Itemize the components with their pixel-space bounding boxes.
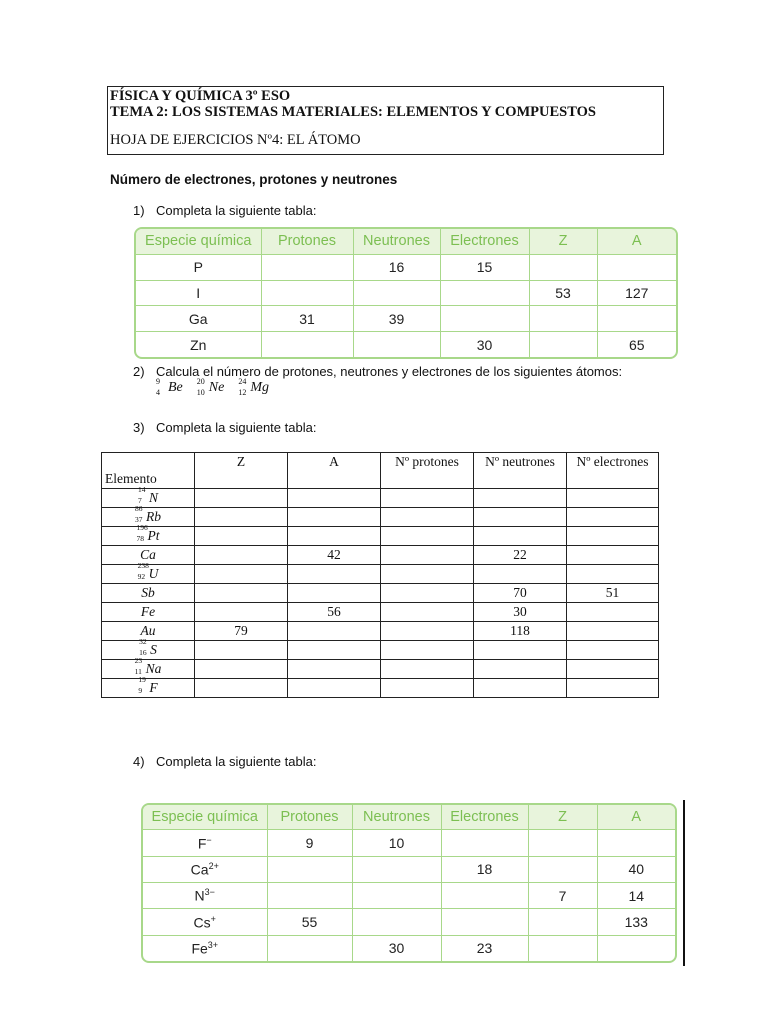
table-3-cell[interactable]: [567, 622, 659, 641]
table-1-cell[interactable]: 53: [529, 280, 597, 306]
table-3-header-cell: Nº electrones: [567, 453, 659, 489]
table-3-cell[interactable]: [195, 546, 288, 565]
table-3-header-cell: A: [288, 453, 381, 489]
table-3-cell[interactable]: 56: [288, 603, 381, 622]
table-4-cell[interactable]: [267, 882, 352, 908]
ion-cell: [143, 856, 267, 882]
table-4: [141, 803, 677, 963]
table-1-header-cell: Electrones: [440, 229, 529, 254]
table-3-cell[interactable]: [288, 508, 381, 527]
element-cell: [102, 675, 195, 698]
element-symbol: Fe: [140, 604, 156, 619]
table-3-cell[interactable]: [567, 641, 659, 660]
table-3-cell[interactable]: [381, 584, 474, 603]
table-3-cell[interactable]: [381, 660, 474, 679]
question-3-text: Completa la siguiente tabla:: [156, 420, 317, 435]
table-1-header-cell: Neutrones: [353, 229, 440, 254]
element-notation: [137, 561, 159, 582]
element-atomic-number: 92: [137, 572, 146, 581]
table-3-cell[interactable]: [567, 660, 659, 679]
ion-charge: 2+: [208, 860, 219, 871]
table-4-cell[interactable]: [352, 882, 441, 908]
table-1-cell[interactable]: [353, 332, 440, 357]
element-symbol: Sb: [141, 585, 155, 600]
table-3-cell[interactable]: [195, 508, 288, 527]
table-1-cell[interactable]: Ga: [136, 306, 261, 332]
atom-atomic-number: 4: [156, 388, 160, 397]
table-3-cell[interactable]: [381, 508, 474, 527]
element-cell: [102, 523, 195, 546]
table-1-row: [136, 254, 676, 280]
atom-notation: [196, 377, 225, 397]
table-4-cell[interactable]: [352, 909, 441, 935]
table-3-cell[interactable]: [567, 565, 659, 584]
ion-charge: −: [206, 834, 212, 845]
table-3-cell[interactable]: [381, 641, 474, 660]
atom-notation: [156, 377, 183, 397]
question-2-number: 2): [133, 364, 145, 379]
table-1-cell[interactable]: 16: [353, 254, 440, 280]
table-1-header-cell: Z: [529, 229, 597, 254]
table-4-row: [143, 909, 675, 935]
table-4-cell[interactable]: 55: [267, 909, 352, 935]
element-mass-number: 238: [137, 561, 149, 570]
table-3-cell[interactable]: [474, 527, 567, 546]
ion-symbol: Fe: [191, 940, 208, 957]
question-1: [133, 203, 316, 218]
table-3-cell[interactable]: [474, 679, 567, 698]
atom-mass-number: 24: [238, 377, 247, 386]
table-1-cell[interactable]: [597, 306, 676, 332]
table-3-cell[interactable]: 30: [474, 603, 567, 622]
table-1-cell[interactable]: [261, 280, 353, 306]
element-notation: [141, 604, 155, 620]
table-3-row: [102, 489, 659, 508]
table-3-cell[interactable]: [381, 489, 474, 508]
table-1-cell[interactable]: [529, 332, 597, 357]
atom-mass-number: 20: [196, 377, 205, 386]
table-4-header-cell: Electrones: [441, 805, 528, 830]
element-symbol: U: [148, 566, 159, 581]
element-atomic-number: 9: [138, 686, 143, 695]
table-4-header-cell: A: [597, 805, 675, 830]
ion-charge: +: [210, 913, 216, 924]
question-3-number: 3): [133, 420, 145, 435]
table-4-cell[interactable]: [441, 882, 528, 908]
element-cell: [102, 584, 195, 603]
table-1-cell[interactable]: [353, 280, 440, 306]
ion-charge: 3+: [207, 940, 219, 951]
element-notation: [138, 675, 158, 696]
element-mass-number: 23: [134, 656, 143, 665]
table-3-cell[interactable]: [195, 679, 288, 698]
table-3-row: [102, 546, 659, 565]
table-3-cell[interactable]: [474, 660, 567, 679]
table-1-cell[interactable]: 30: [440, 332, 529, 357]
table-3-cell[interactable]: [381, 622, 474, 641]
element-symbol: S: [150, 642, 157, 657]
question-1-number: 1): [133, 203, 145, 218]
table-1-cell[interactable]: I: [136, 280, 261, 306]
element-cell: [102, 656, 195, 679]
table-4-row: [143, 882, 675, 908]
table-4-cell[interactable]: [528, 856, 597, 882]
table-4-cell[interactable]: 133: [597, 909, 675, 935]
table-3-row: [102, 603, 659, 622]
table-3-cell[interactable]: [288, 489, 381, 508]
atom-symbol: Mg: [250, 380, 269, 395]
table-3-cell[interactable]: [195, 603, 288, 622]
question-4: [133, 754, 316, 769]
table-1-header-row: [136, 229, 676, 254]
atom-symbol: Ne: [208, 380, 225, 395]
element-notation: [136, 523, 160, 544]
ion-symbol: N: [194, 888, 205, 905]
table-4-cell[interactable]: [528, 909, 597, 935]
element-cell: [102, 485, 195, 508]
table-4-cell[interactable]: [528, 830, 597, 856]
table-3-row: [102, 508, 659, 527]
table-1-cell[interactable]: 127: [597, 280, 676, 306]
table-3-cell[interactable]: 70: [474, 584, 567, 603]
element-mass-number: 19: [138, 675, 146, 684]
table-4-row: [143, 830, 675, 856]
header-box: [107, 86, 664, 155]
table-1-cell[interactable]: [597, 254, 676, 280]
element-cell: [102, 622, 195, 641]
table-3-row: [102, 641, 659, 660]
table-3-cell[interactable]: [288, 584, 381, 603]
table-3-cell[interactable]: [195, 584, 288, 603]
header-line-worksheet: HOJA DE EJERCICIOS Nº4: EL ÁTOMO: [110, 132, 361, 148]
table-4-cell[interactable]: [597, 830, 675, 856]
table-4-cell[interactable]: 14: [597, 882, 675, 908]
element-cell: [102, 637, 195, 660]
table-4-cell[interactable]: 30: [352, 935, 441, 961]
element-atomic-number: 7: [137, 496, 142, 505]
table-3-row: [102, 584, 659, 603]
table-1-cell[interactable]: [440, 306, 529, 332]
table-4-cell[interactable]: [528, 935, 597, 961]
table-3-row: [102, 565, 659, 584]
ion-charge: 3−: [204, 887, 215, 898]
table-3-cell[interactable]: [474, 641, 567, 660]
table-3-header-cell: Nº neutrones: [474, 453, 567, 489]
table-3-cell[interactable]: [288, 641, 381, 660]
table-4-cell[interactable]: 40: [597, 856, 675, 882]
table-4-header-cell: Z: [528, 805, 597, 830]
table-3-cell[interactable]: [288, 660, 381, 679]
table-4-row: [143, 935, 675, 961]
ion-cell: [143, 830, 267, 856]
table-3-cell[interactable]: [381, 546, 474, 565]
atom-symbol: Be: [168, 380, 183, 395]
question-2: [133, 364, 622, 379]
table-1-cell[interactable]: 31: [261, 306, 353, 332]
table-3-cell[interactable]: [288, 622, 381, 641]
table-1-header-cell: A: [597, 229, 676, 254]
ion-cell: [143, 909, 267, 935]
table-1: [134, 227, 678, 359]
element-atomic-number: 16: [139, 648, 147, 657]
table-4-row: [143, 856, 675, 882]
table-4-cell[interactable]: [352, 856, 441, 882]
table-3-cell[interactable]: [288, 527, 381, 546]
table-4-cell[interactable]: 18: [441, 856, 528, 882]
table-1-row: [136, 280, 676, 306]
table-1-cell[interactable]: 15: [440, 254, 529, 280]
table-3-cell[interactable]: 42: [288, 546, 381, 565]
table-3-cell[interactable]: [567, 508, 659, 527]
ion-symbol: F: [197, 835, 207, 852]
table-3-cell[interactable]: [474, 508, 567, 527]
element-notation: [141, 585, 155, 601]
element-symbol: Au: [140, 623, 156, 638]
atom-atomic-number: 12: [238, 388, 247, 397]
table-1-cell[interactable]: [261, 254, 353, 280]
question-4-text: Completa la siguiente tabla:: [156, 754, 317, 769]
element-mass-number: 196: [136, 523, 148, 532]
table-1-cell[interactable]: Zn: [136, 332, 261, 357]
element-symbol: Rb: [146, 509, 161, 524]
atom-notation: [238, 377, 269, 397]
table-1-header-cell: Protones: [261, 229, 353, 254]
element-mass-number: 86: [135, 504, 143, 513]
table-3-cell[interactable]: [567, 489, 659, 508]
ion-symbol: Cs: [193, 914, 211, 931]
element-atomic-number: 37: [135, 515, 143, 524]
element-atomic-number: 78: [136, 534, 144, 543]
table-1-cell[interactable]: [529, 306, 597, 332]
element-atomic-number: 11: [134, 667, 142, 676]
element-symbol: F: [149, 680, 158, 695]
table-3-cell[interactable]: [381, 603, 474, 622]
table-3-cell[interactable]: [474, 565, 567, 584]
table-4-header-row: [143, 805, 675, 830]
table-3-cell[interactable]: [474, 489, 567, 508]
table-4-cell[interactable]: [441, 909, 528, 935]
table-4-cell[interactable]: [441, 830, 528, 856]
table-4-header-cell: Especie química: [143, 805, 267, 830]
table-3-cell[interactable]: 22: [474, 546, 567, 565]
table-3-cell[interactable]: [288, 679, 381, 698]
section-title: Número de electrones, protones y neutrones: [110, 172, 398, 187]
question-3: [133, 420, 316, 435]
table-3-cell[interactable]: [195, 565, 288, 584]
table-4-cell[interactable]: 23: [441, 935, 528, 961]
table-1-cell[interactable]: [529, 254, 597, 280]
table-3-cell[interactable]: [195, 641, 288, 660]
ion-cell: [143, 935, 267, 961]
table-1-header-cell: Especie química: [136, 229, 261, 254]
element-symbol: N: [148, 490, 158, 505]
question-1-text: Completa la siguiente tabla:: [156, 203, 317, 218]
table-4-cell[interactable]: 10: [352, 830, 441, 856]
table-3-cell[interactable]: [567, 603, 659, 622]
ion-cell: [143, 882, 267, 908]
element-cell: [102, 561, 195, 584]
question-4-number: 4): [133, 754, 145, 769]
table-3-cell[interactable]: 79: [195, 622, 288, 641]
table-3-cell[interactable]: [381, 565, 474, 584]
element-symbol: Ca: [140, 547, 156, 562]
table-3-header-cell: Nº protones: [381, 453, 474, 489]
table-4-cell[interactable]: [267, 856, 352, 882]
table-3: [101, 452, 659, 698]
table-1-row: [136, 306, 676, 332]
table-1-cell[interactable]: 65: [597, 332, 676, 357]
table-3-header-cell: Elemento: [102, 453, 195, 489]
table-3-cell[interactable]: 118: [474, 622, 567, 641]
table-1-cell[interactable]: P: [136, 254, 261, 280]
header-line-course: FÍSICA Y QUÍMICA 3º ESO: [110, 88, 291, 104]
table-4-cell[interactable]: 7: [528, 882, 597, 908]
table-3-header-row: [102, 453, 659, 489]
table-3-cell[interactable]: [567, 527, 659, 546]
table-1-row: [136, 332, 676, 357]
table-3-cell[interactable]: [195, 660, 288, 679]
element-cell: [102, 504, 195, 527]
table-3-cell[interactable]: [288, 565, 381, 584]
ion-symbol: Ca: [190, 861, 209, 878]
table-3-row: [102, 660, 659, 679]
table-4-cell[interactable]: [267, 935, 352, 961]
atoms-list: [156, 377, 283, 397]
table-3-header-cell: Z: [195, 453, 288, 489]
table-3-cell[interactable]: 51: [567, 584, 659, 603]
header-line-topic: TEMA 2: LOS SISTEMAS MATERIALES: ELEMENTOS Y COMPUESTOS: [110, 104, 596, 120]
table-4-header-cell: Protones: [267, 805, 352, 830]
table-3-cell[interactable]: [567, 546, 659, 565]
table-4-cell[interactable]: 9: [267, 830, 352, 856]
element-symbol: Na: [145, 661, 162, 676]
table-1-cell[interactable]: [440, 280, 529, 306]
question-2-text: Calcula el número de protones, neutrones y electrones de los siguientes átomos:: [156, 364, 623, 379]
table-4-cell[interactable]: [597, 935, 675, 961]
atom-atomic-number: 10: [196, 388, 205, 397]
table-3-row: [102, 679, 659, 698]
atom-mass-number: 9: [156, 377, 160, 386]
table-3-cell[interactable]: [381, 527, 474, 546]
table-3-cell[interactable]: [567, 679, 659, 698]
element-mass-number: 14: [137, 485, 146, 494]
table-3-cell[interactable]: [195, 489, 288, 508]
table-3-cell[interactable]: [381, 679, 474, 698]
element-mass-number: 32: [139, 637, 147, 646]
element-cell: [102, 603, 195, 622]
table-3-row: [102, 622, 659, 641]
table-1-cell[interactable]: [261, 332, 353, 357]
table-1-cell[interactable]: 39: [353, 306, 440, 332]
table-4-header-cell: Neutrones: [352, 805, 441, 830]
table-3-row: [102, 527, 659, 546]
page-edge-line: [683, 800, 685, 966]
table-3-cell[interactable]: [195, 527, 288, 546]
element-symbol: Pt: [147, 528, 160, 543]
